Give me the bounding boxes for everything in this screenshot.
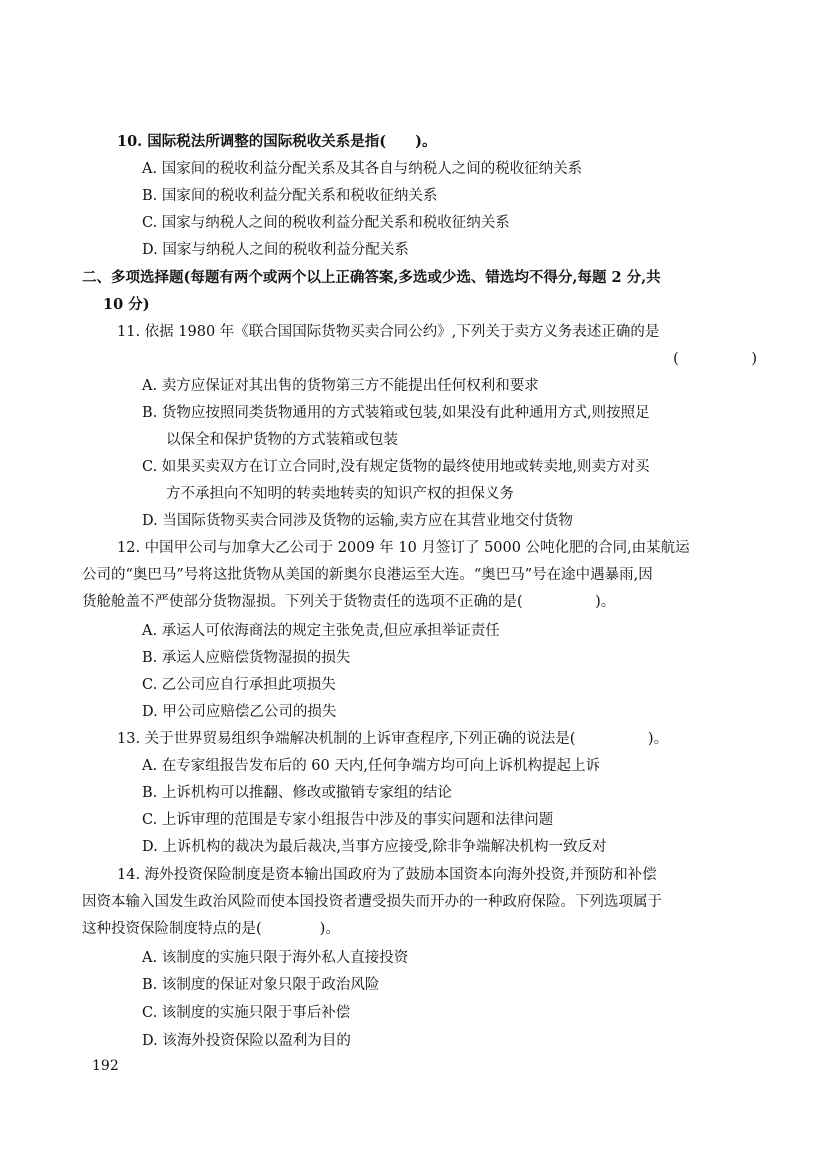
q14-option-a: A. 该制度的实施只限于海外私人直接投资 <box>142 950 409 966</box>
q13-option-c: C. 上诉审理的范围是专家小组报告中涉及的事实问题和法律问题 <box>142 812 554 828</box>
q12-option-b: B. 承运人应赔偿货物湿损的损失 <box>142 650 351 666</box>
q10-option-a: A. 国家间的税收利益分配关系及其各自与纳税人之间的税收征纳关系 <box>142 161 583 177</box>
q13-option-b: B. 上诉机构可以推翻、修改或撤销专家组的结论 <box>142 785 452 801</box>
q12-stem: 12. 中国甲公司与加拿大乙公司于 2009 年 10 月签订了 5000 公吨化肥的合同,由某航运 <box>117 540 690 556</box>
q13-option-d: D. 上诉机构的裁决为最后裁决,当事方应接受,除非争端解决机构一致反对 <box>142 839 607 855</box>
q10-stem: 10. 国际税法所调整的国际税收关系是指( )。 <box>117 133 437 150</box>
q11-option-b-cont: 以保全和保护货物的方式装箱或包装 <box>166 432 398 448</box>
q13-option-a: A. 在专家组报告发布后的 60 天内,任何争端方均可向上诉机构提起上诉 <box>142 758 600 774</box>
q11-stem: 11. 依据 1980 年《联合国国际货物买卖合同公约》,下列关于卖方义务表述正确的是 <box>117 324 660 340</box>
q12-stem-line3: 货舱舱盖不严使部分货物湿损。下列关于货物责任的选项不正确的是( )。 <box>82 594 616 610</box>
q13-stem: 13. 关于世界贸易组织争端解决机制的上诉审查程序,下列正确的说法是( )。 <box>117 731 669 747</box>
q14-stem-line2: 因资本输入国发生政治风险而使本国投资者遭受损失而开办的一种政府保险。下列选项属于 <box>82 894 662 910</box>
q11-option-a: A. 卖方应保证对其出售的货物第三方不能提出任何权利和要求 <box>142 378 539 394</box>
q11-option-d: D. 当国际货物买卖合同涉及货物的运输,卖方应在其营业地交付货物 <box>142 513 573 529</box>
q14-option-c: C. 该制度的实施只限于事后补偿 <box>142 1005 351 1021</box>
section-heading-cont: 10 分) <box>103 296 150 313</box>
q12-stem-line2: 公司的“奥巴马”号将这批货物从美国的新奥尔良港运至大连。“奥巴马”号在途中遇暴雨,因 <box>82 567 653 583</box>
q12-option-c: C. 乙公司应自行承担此项损失 <box>142 677 336 693</box>
q11-option-c: C. 如果买卖双方在订立合同时,没有规定货物的最终使用地或转卖地,则卖方对买 <box>142 459 650 475</box>
q11-option-b: B. 货物应按照同类货物通用的方式装箱或包装,如果没有此种通用方式,则按照足 <box>142 405 650 421</box>
q12-option-d: D. 甲公司应赔偿乙公司的损失 <box>142 704 337 720</box>
q14-stem: 14. 海外投资保险制度是资本输出国政府为了鼓励本国资本向海外投资,并预防和补偿 <box>117 867 657 883</box>
q14-option-d: D. 该海外投资保险以盈利为目的 <box>142 1033 351 1049</box>
section-heading: 二、多项选择题(每题有两个或两个以上正确答案,多选或少选、错选均不得分,每题 2 分,共 <box>82 269 661 286</box>
q10-option-c: C. 国家与纳税人之间的税收利益分配关系和税收征纳关系 <box>142 215 510 231</box>
q14-stem-line3: 这种投资保险制度特点的是( )。 <box>82 921 340 937</box>
q10-option-b: B. 国家间的税收利益分配关系和税收征纳关系 <box>142 188 438 204</box>
q11-answer-paren: ( ) <box>673 351 757 367</box>
q14-option-b: B. 该制度的保证对象只限于政治风险 <box>142 977 380 993</box>
q10-option-d: D. 国家与纳税人之间的税收利益分配关系 <box>142 242 409 258</box>
q12-option-a: A. 承运人可依海商法的规定主张免责,但应承担举证责任 <box>142 623 500 639</box>
page-number: 192 <box>92 1058 119 1074</box>
q11-option-c-cont: 方不承担向不知明的转卖地转卖的知识产权的担保义务 <box>166 486 514 502</box>
